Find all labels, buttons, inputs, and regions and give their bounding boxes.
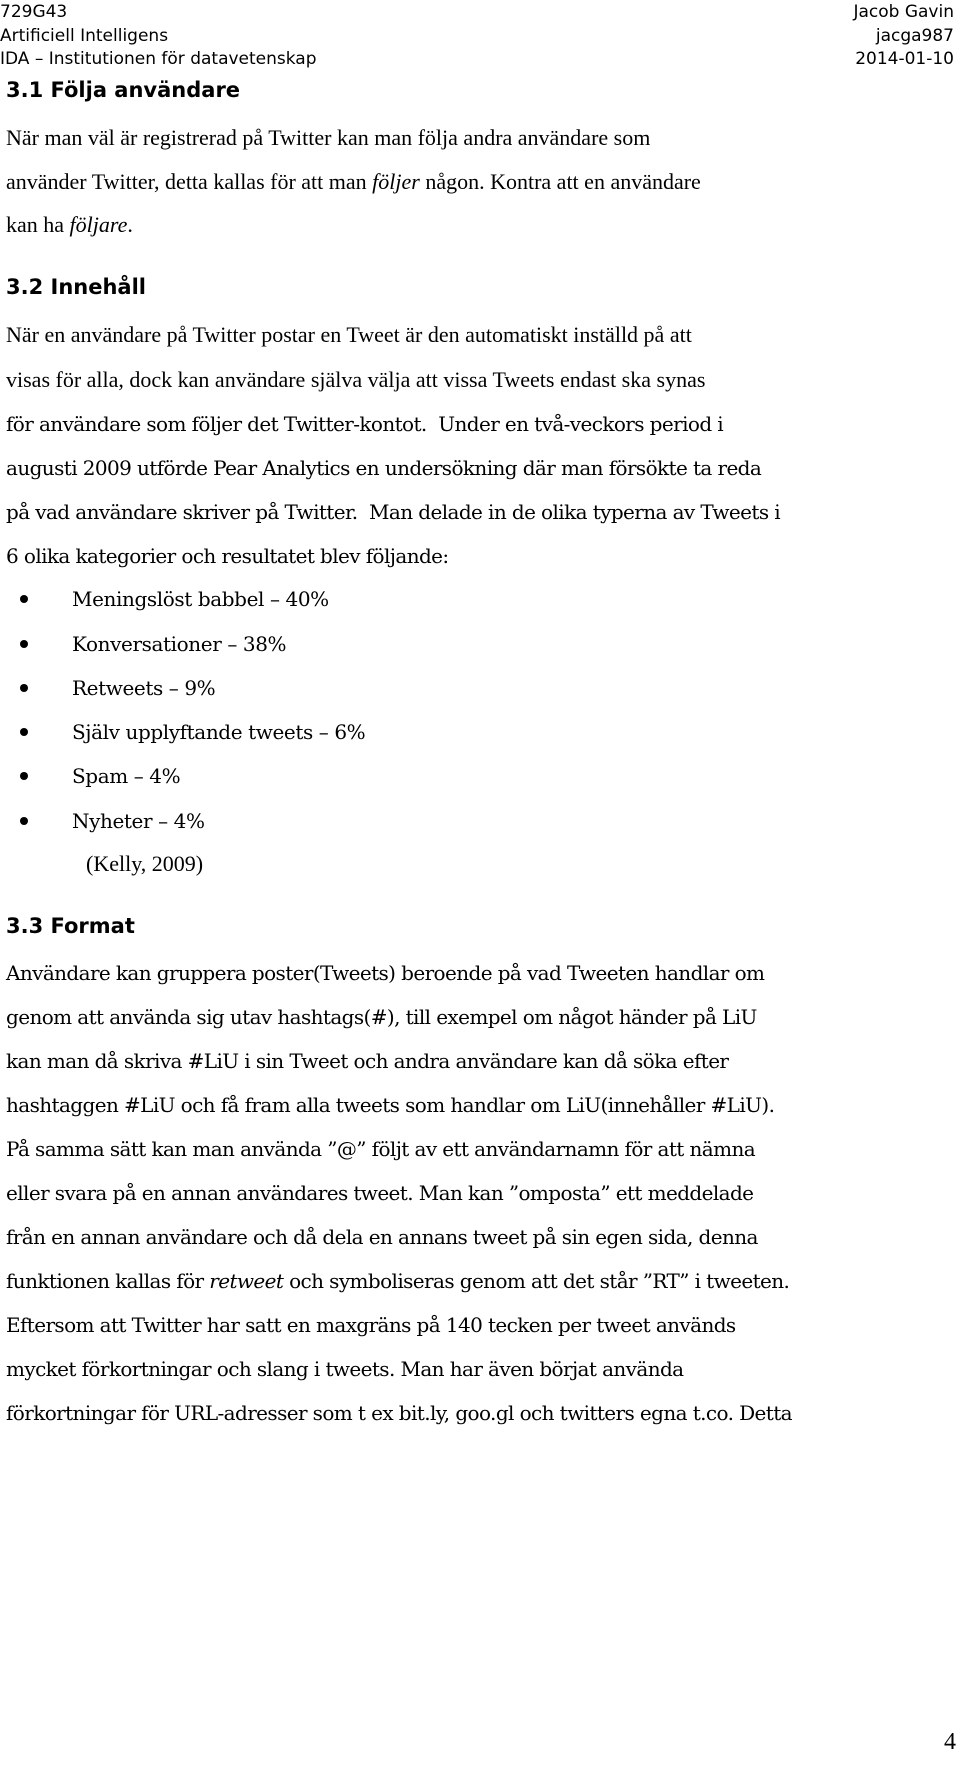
italic-term: följare bbox=[69, 212, 128, 237]
bullet-icon bbox=[20, 595, 28, 603]
header-course-code: 729G43 bbox=[0, 2, 68, 22]
list-item: Meningslöst babbel – 40% bbox=[20, 584, 329, 614]
paragraph-line: använder Twitter, detta kallas för att man följer någon. Kontra att en användare bbox=[6, 169, 701, 194]
paragraph-line: funktionen kallas för retweet och symboliseras genom att det står ”RT” i tweeten. bbox=[6, 1269, 790, 1293]
section-heading-3-3: 3.3 Format bbox=[6, 914, 135, 938]
list-item: Själv upplyftande tweets – 6% bbox=[20, 717, 365, 747]
list-item: Spam – 4% bbox=[20, 761, 180, 791]
paragraph-line: 6 olika kategorier och resultatet blev följande: bbox=[6, 544, 449, 568]
header-author: Jacob Gavin bbox=[853, 2, 954, 22]
header-course-name: Artificiell Intelligens bbox=[0, 26, 169, 46]
list-item: Nyheter – 4% bbox=[20, 806, 205, 836]
paragraph-line: från en annan användare och då dela en annans tweet på sin egen sida, denna bbox=[6, 1225, 758, 1249]
paragraph-line: genom att använda sig utav hashtags(#), till exempel om något händer på LiU bbox=[6, 1005, 757, 1029]
paragraph-line: Användare kan gruppera poster(Tweets) beroende på vad Tweeten handlar om bbox=[6, 961, 765, 985]
list-item: Retweets – 9% bbox=[20, 673, 215, 703]
italic-term: följer bbox=[372, 169, 420, 194]
page-number: 4 bbox=[944, 1729, 956, 1755]
italic-term: retweet bbox=[209, 1269, 284, 1293]
bullet-icon bbox=[20, 772, 28, 780]
header-department: IDA – Institutionen för datavetenskap bbox=[0, 49, 317, 69]
section-heading-3-2: 3.2 Innehåll bbox=[6, 275, 146, 299]
bullet-icon bbox=[20, 684, 28, 692]
paragraph-line: Eftersom att Twitter har satt en maxgräns på 140 tecken per tweet används bbox=[6, 1313, 736, 1337]
list-item: Konversationer – 38% bbox=[20, 629, 286, 659]
paragraph-line: för användare som följer det Twitter-kontot. Under en två-veckors period i bbox=[6, 412, 724, 436]
paragraph-line: När man väl är registrerad på Twitter kan man följa andra användare som bbox=[6, 125, 651, 150]
citation: (Kelly, 2009) bbox=[86, 851, 204, 876]
bullet-icon bbox=[20, 817, 28, 825]
section-heading-3-1: 3.1 Följa användare bbox=[6, 78, 241, 102]
paragraph-line: augusti 2009 utförde Pear Analytics en undersökning där man försökte ta reda bbox=[6, 456, 762, 480]
paragraph-line: hashtaggen #LiU och få fram alla tweets som handlar om LiU(innehåller #LiU). bbox=[6, 1093, 775, 1117]
paragraph-line: På samma sätt kan man använda ”@” följt av ett användarnamn för att nämna bbox=[6, 1137, 756, 1161]
header-user-id: jacga987 bbox=[875, 26, 954, 46]
paragraph-line: kan man då skriva #LiU i sin Tweet och andra användare kan då söka efter bbox=[6, 1049, 729, 1073]
paragraph-line: visas för alla, dock kan användare själva välja att vissa Tweets endast ska synas bbox=[6, 367, 706, 392]
paragraph-line: kan ha följare. bbox=[6, 212, 133, 237]
paragraph-line: på vad användare skriver på Twitter. Man delade in de olika typerna av Tweets i bbox=[6, 500, 781, 524]
bullet-icon bbox=[20, 640, 28, 648]
paragraph-line: förkortningar för URL-adresser som t ex bit.ly, goo.gl och twitters egna t.co. Detta bbox=[6, 1401, 792, 1425]
paragraph-line: När en användare på Twitter postar en Tweet är den automatiskt inställd på att bbox=[6, 322, 692, 347]
paragraph-line: mycket förkortningar och slang i tweets. Man har även börjat använda bbox=[6, 1357, 684, 1381]
bullet-icon bbox=[20, 728, 28, 736]
paragraph-line: eller svara på en annan användares tweet. Man kan ”omposta” ett meddelade bbox=[6, 1181, 754, 1205]
header-date: 2014-01-10 bbox=[855, 49, 954, 69]
